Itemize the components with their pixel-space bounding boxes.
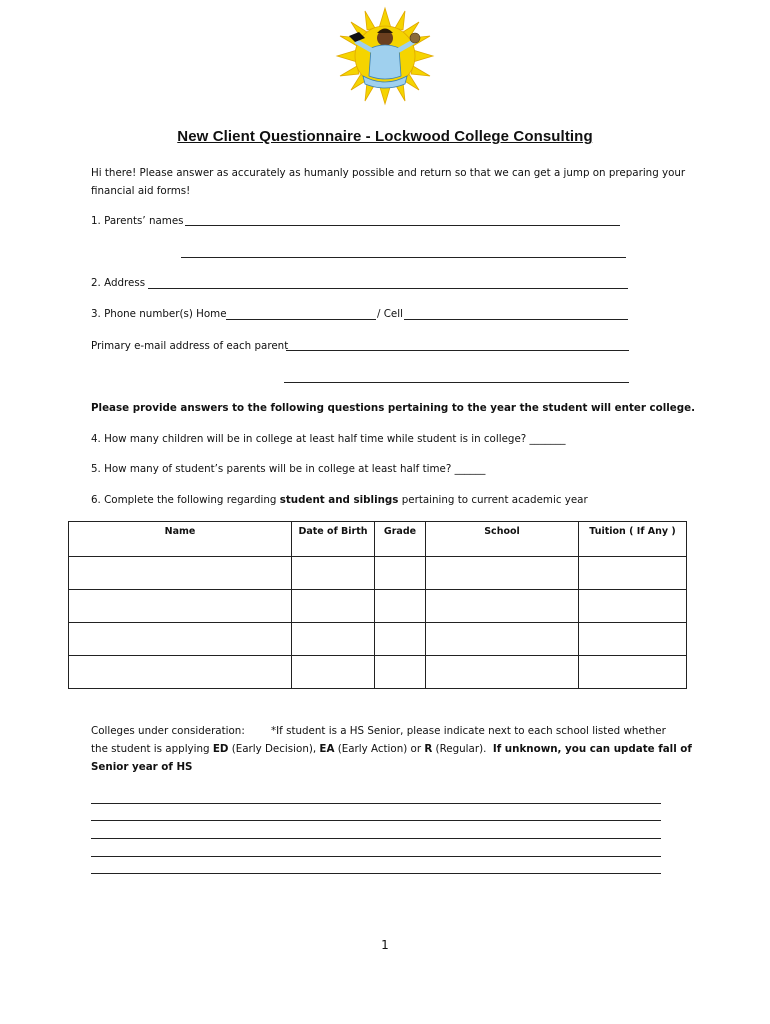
colleges-note-line-3: Senior year of HS: [91, 761, 193, 773]
tuition-cell[interactable]: [579, 623, 687, 656]
question-5: 5. How many of student’s parents will be in college at least half time? ______: [91, 463, 486, 475]
tuition-cell[interactable]: [579, 656, 687, 689]
grade-cell[interactable]: [375, 557, 426, 590]
phone-home-field[interactable]: [226, 319, 376, 320]
section-heading: Please provide answers to the following questions pertaining to the year the student will enter college.: [91, 402, 696, 414]
col-school-header: School: [426, 522, 579, 557]
dob-cell[interactable]: [292, 557, 375, 590]
address-field[interactable]: [148, 288, 628, 289]
colleges-note-line-2: the student is applying ED (Early Decision), EA (Early Action) or R (Regular). If unknown, you can update fall of: [91, 743, 692, 755]
colleges-note-line-1: *If student is a HS Senior, please indicate next to each school listed whether: [271, 725, 666, 737]
grade-cell[interactable]: [375, 590, 426, 623]
tuition-cell[interactable]: [579, 590, 687, 623]
college-line-3[interactable]: [91, 838, 661, 839]
email-field-2[interactable]: [284, 382, 629, 383]
sunflower-student-logo-icon: [335, 6, 435, 106]
intro-text: Hi there! Please answer as accurately as humanly possible and return so that we can get a jump on preparing your financial aid forms!: [91, 167, 686, 197]
phone-home-label: 3. Phone number(s) Home: [91, 308, 227, 320]
grade-cell[interactable]: [375, 656, 426, 689]
phone-cell-label: / Cell: [377, 308, 403, 320]
col-dob-header: Date of Birth: [292, 522, 375, 557]
page-title: New Client Questionnaire - Lockwood College Consulting: [177, 128, 593, 145]
phone-cell-field[interactable]: [404, 319, 628, 320]
table-row: [69, 623, 687, 656]
college-line-5[interactable]: [91, 873, 661, 874]
name-cell[interactable]: [69, 557, 292, 590]
name-cell[interactable]: [69, 590, 292, 623]
parents-names-field-2[interactable]: [181, 257, 626, 258]
dob-cell[interactable]: [292, 590, 375, 623]
colleges-label: Colleges under consideration:: [91, 725, 245, 737]
question-6: 6. Complete the following regarding student and siblings pertaining to current academic year: [91, 494, 588, 506]
table-row: [69, 590, 687, 623]
col-tuition-header: Tuition ( If Any ): [579, 522, 687, 557]
school-cell[interactable]: [426, 656, 579, 689]
dob-cell[interactable]: [292, 623, 375, 656]
parents-names-field-1[interactable]: [185, 225, 620, 226]
table-row: [69, 656, 687, 689]
parents-names-label: 1. Parents’ names: [91, 215, 184, 227]
page-number: 1: [381, 938, 389, 952]
college-line-4[interactable]: [91, 856, 661, 857]
siblings-table: [68, 521, 687, 689]
email-label: Primary e-mail address of each parent: [91, 340, 289, 352]
email-field-1[interactable]: [286, 350, 629, 351]
name-cell[interactable]: [69, 623, 292, 656]
college-line-1[interactable]: [91, 803, 661, 804]
table-row: [69, 557, 687, 590]
name-cell[interactable]: [69, 656, 292, 689]
dob-cell[interactable]: [292, 656, 375, 689]
school-cell[interactable]: [426, 590, 579, 623]
grade-cell[interactable]: [375, 623, 426, 656]
col-grade-header: Grade: [375, 522, 426, 557]
question-4: 4. How many children will be in college at least half time while student is in college? _______: [91, 433, 566, 445]
school-cell[interactable]: [426, 557, 579, 590]
tuition-cell[interactable]: [579, 557, 687, 590]
col-name-header: Name: [69, 522, 292, 557]
college-line-2[interactable]: [91, 820, 661, 821]
address-label: 2. Address: [91, 277, 146, 289]
table-header-row: [69, 522, 687, 557]
school-cell[interactable]: [426, 623, 579, 656]
